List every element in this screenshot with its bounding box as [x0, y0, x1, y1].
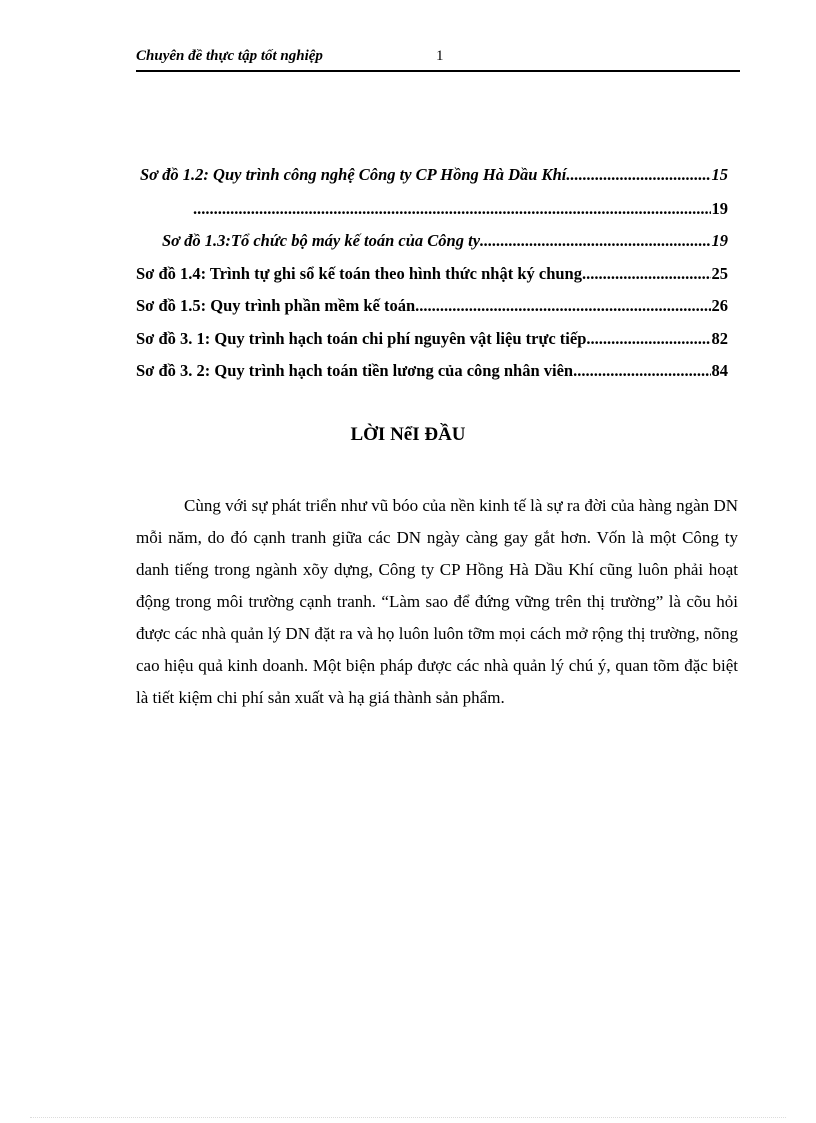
toc-entry-page: 19 [711, 199, 728, 218]
body-paragraph: Cùng với sự phát triển như vũ bóo của nền kinh tế là sự ra đời của hàng ngàn DN mỗi năm, do đó cạnh tranh giữa các DN ngày càng gay gắt hơn. Vốn là một Công ty danh tiếng trong ngành xõy dựng, Công ty CP Hồng Hà Dầu Khí cũng luôn phải hoạt động trong môi trường cạnh tranh. “Làm sao để đứng vững trên thị trường” là cõu hỏi được các nhà quản lý DN đặt ra và họ luôn luôn tỡm mọi cách mở rộng thị trường, nõng cao hiệu quả kinh doanh. Một biện pháp được các nhà quản lý chú ý, quan tõm đặc biệt là tiết kiệm chi phí sản xuất và hạ giá thành sản phẩm. [136, 496, 738, 707]
toc-leader-dots [573, 361, 710, 381]
toc-leader-dots [582, 264, 711, 284]
toc-entry-page: 19 [711, 231, 728, 250]
toc-entry[interactable] [136, 296, 728, 318]
toc-entry-page: 15 [711, 165, 728, 184]
toc-leader-dots [586, 329, 710, 349]
toc-entry[interactable] [162, 231, 728, 253]
toc-leader-dots [193, 199, 711, 219]
toc-entry-page: 82 [711, 329, 728, 348]
toc-leader-dots [480, 231, 710, 251]
toc-entry[interactable] [193, 199, 728, 221]
toc-entry-label: Sơ đồ 1.4: Trình tự ghi sổ kế toán theo hình thức nhật ký chung [136, 264, 582, 283]
toc-entry[interactable] [136, 329, 728, 351]
toc-entry-label: Sơ đồ 1.3:Tổ chức bộ máy kế toán của Công ty [162, 231, 481, 250]
toc-leader-dots [415, 296, 710, 316]
page-bottom-divider [30, 1117, 786, 1118]
toc-entry-page: 84 [711, 361, 728, 380]
toc-entry-label: Sơ đồ 3. 1: Quy trình hạch toán chi phí nguyên vật liệu trực tiếp [136, 329, 587, 348]
toc-entry[interactable] [140, 165, 728, 187]
toc-entry-page: 26 [711, 296, 728, 315]
toc-entry-label: Sơ đồ 1.5: Quy trình phần mềm kế toán [136, 296, 416, 315]
toc-entry[interactable] [136, 361, 728, 383]
toc-entry-page: 25 [711, 264, 728, 283]
page-header [136, 48, 740, 72]
section-heading: LỜI NểI ĐẦU [350, 424, 466, 445]
toc-leader-dots [566, 165, 710, 185]
header-title: Chuyên đề thực tập tốt nghiệp [136, 48, 323, 64]
toc-entry[interactable] [136, 264, 728, 286]
toc-entry-label: Sơ đồ 3. 2: Quy trình hạch toán tiền lương của công nhân viên [136, 361, 574, 380]
toc-entry-label: Sơ đồ 1.2: Quy trình công nghệ Công ty CP Hồng Hà Dầu Khí [140, 165, 567, 184]
header-page-number: 1 [436, 48, 444, 64]
